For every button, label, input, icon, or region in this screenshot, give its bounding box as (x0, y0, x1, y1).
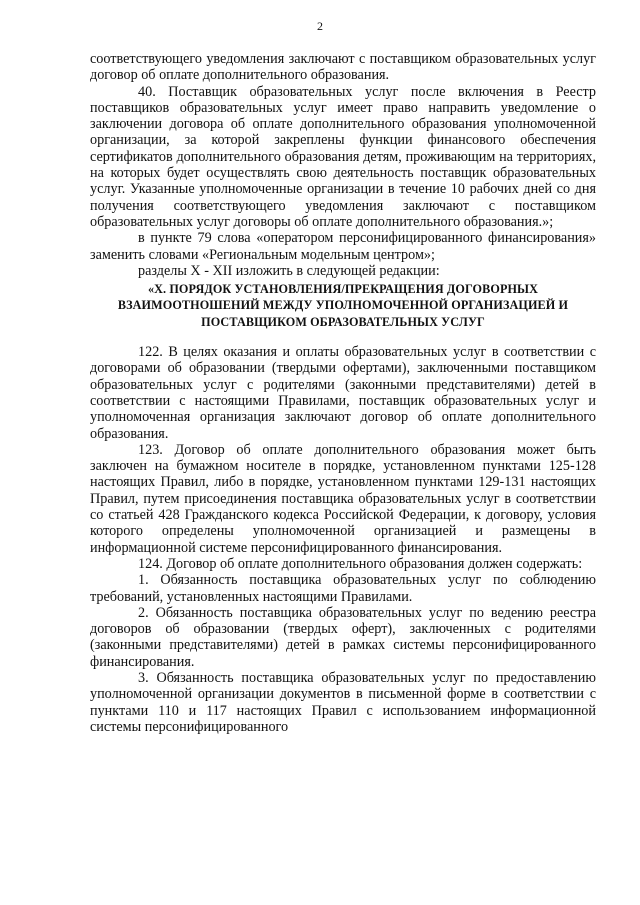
list-item-3: 3. Обязанность поставщика образовательных услуг по предоставлению уполномоченной организации документов в письменной форме в соответствии с пунктами 110 и 117 настоящих Правил с использованием информационной системы персонифицированного (90, 669, 596, 735)
list-item-1: 1. Обязанность поставщика образовательных услуг по соблюдению требований, установленных настоящими Правилами. (90, 572, 596, 605)
paragraph-item-124: 124. Договор об оплате дополнительного образования должен содержать: (138, 555, 583, 572)
paragraph-continuation: соответствующего уведомления заключают с поставщиком образовательных услуг договор об оплате дополнительного образования. (90, 51, 596, 84)
paragraph-item-40: 40. Поставщик образовательных услуг после включения в Реестр поставщиков образовательных услуг имеет право направить уведомление о заключении договора об оплате дополнительного образования уполномоченной организации, за которой закреплены функции финансового обеспечения сертификатов дополнительного образования детям, проживающим на территориях, на которых будет осуществлять свою деятельность поставщик образовательных услуг. Указанные уполномоченные организации в течение 10 рабочих дней со дня получения соответствующего уведомления заключают с поставщиком образовательных услуг договоры об оплате дополнительного образования.»; (90, 83, 596, 230)
paragraph-sections-intro: разделы X - XII изложить в следующей редакции: (138, 262, 440, 279)
paragraph-amend-79: в пункте 79 слова «оператором персонифицированного финансирования» заменить словами «Региональным модельным центром»; (90, 230, 596, 263)
spacer (90, 332, 596, 344)
paragraph-item-123: 123. Договор об оплате дополнительного образования может быть заключен на бумажном носителе в порядке, установленном пунктами 125-128 настоящих Правил, либо в порядке, установленном пунктами 129-131 настоящих Правил, путем присоединения поставщика образовательных услуг в соответствии со статьей 428 Гражданского кодекса Российской Федерации, к договору, условия которого определены уполномоченной организацией и размещены в информационной системе персонифицированного финансирования. (90, 441, 596, 556)
document-body (90, 51, 596, 735)
paragraph-item-122: 122. В целях оказания и оплаты образовательных услуг в соответствии с договорами об образовании (твердыми офертами), заключенными поставщиком образовательных услуг с родителями (законными представителями) детей в соответствии с настоящими Правилами, поставщик образовательных услуг и уполномоченная организация заключают договор об оплате дополнительного образования. (90, 344, 596, 442)
list-item-2: 2. Обязанность поставщика образовательных услуг по ведению реестра договоров об образовании (твердых оферт), заключенных с родителями (законными представителями) детей в рамках системы персонифицированного финансирования. (90, 604, 596, 670)
section-heading: «X. ПОРЯДОК УСТАНОВЛЕНИЯ/ПРЕКРАЩЕНИЯ ДОГОВОРНЫХ ВЗАИМООТНОШЕНИЙ МЕЖДУ УПОЛНОМОЧЕННОЙ ОРГАНИЗАЦИЕЙ И ПОСТАВЩИКОМ ОБРАЗОВАТЕЛЬНЫХ УСЛУГ (117, 282, 569, 329)
page-number: 2 (317, 19, 323, 33)
